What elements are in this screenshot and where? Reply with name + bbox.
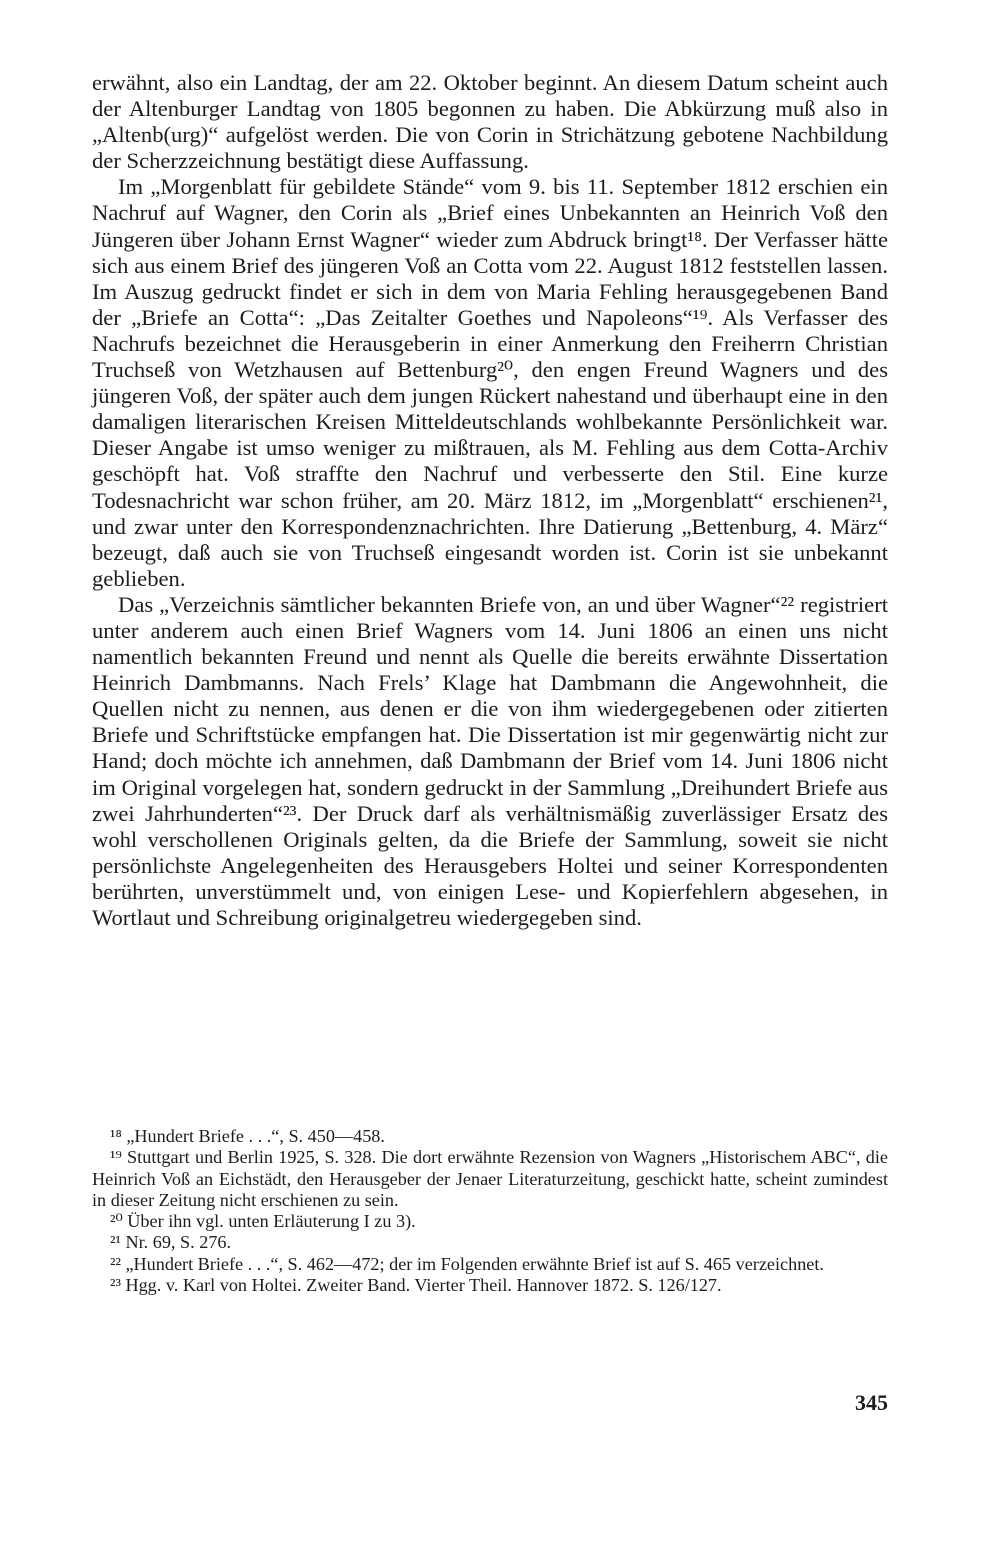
footnotes [92,1126,888,1296]
footnote-21: ²¹ Nr. 69, S. 276. [110,1232,232,1253]
body-text [92,70,888,931]
footnote-18: ¹⁸ „Hundert Briefe . . .“, S. 450—458. [110,1126,385,1146]
paragraph: Das „Verzeichnis sämtlicher bekannten Briefe von, an und über Wagner“²² registriert unter anderem auch einen Brief Wagners vom 14. Juni 1806 an einen uns nicht namentlich bekannten Freund und nennt als Quelle die bereits erwähnte Dissertation Heinrich Dambmanns. Nach Frels’ Klage hat Dambmann die Angewohnheit, die Quellen nicht zu nennen, aus denen er die von ihm wiedergegebenen oder zitierten Briefe und Schriftstücke empfangen hat. Die Dissertation ist mir gegenwärtig nicht zur Hand; doch möchte ich annehmen, daß Dambmann der Brief vom 14. Juni 1806 nicht im Original vorgelegen hat, sondern gedruckt in der Sammlung „Dreihundert Briefe aus zwei Jahrhunderten“²³. Der Druck darf als verhältnismäßig zuverlässiger Ersatz des wohl verschollenen Originals gelten, da die Briefe der Sammlung, soweit sie nicht persönlichste Angelegenheiten des Herausgebers Holtei und seiner Korrespondenten berührten, unverstümmelt und, von einigen Lese- und Kopierfehlern abgesehen, in Wortlaut und Schreibung originalgetreu wiedergegeben sind. [92,591,888,930]
footnote-23: ²³ Hgg. v. Karl von Holtei. Zweiter Band. Vierter Theil. Hannover 1872. S. 126/127. [110,1275,722,1296]
footnote-20: ²⁰ Über ihn vgl. unten Erläuterung I zu 3). [110,1211,416,1232]
page-number: 345 [855,1390,888,1415]
footnote-22: ²² „Hundert Briefe . . .“, S. 462—472; der im Folgenden erwähnte Brief ist auf S. 465 verzeichnet. [110,1253,824,1274]
paragraph: erwähnt, also ein Landtag, der am 22. Oktober beginnt. An diesem Datum scheint auch der Altenburger Landtag von 1805 begonnen zu haben. Die Abkürzung muß also in „Altenb(urg)“ aufgelöst werden. Die von Corin in Strichätzung gebotene Nachbildung der Scherzzeichnung bestätigt diese Auffassung. [92,70,888,174]
footnote-19: ¹⁹ Stuttgart und Berlin 1925, S. 328. Die dort erwähnte Rezension von Wagners „Historischem ABC“, die Heinrich Voß an Eichstädt, den Herausgeber der Jenaer Literaturzeitung, geschickt hatte, scheint zumindest in dieser Zeitung nicht erschienen zu sein. [92,1147,888,1210]
paragraph: Im „Morgenblatt für gebildete Stände“ vom 9. bis 11. September 1812 erschien ein Nachruf auf Wagner, den Corin als „Brief eines Unbekannten an Heinrich Voß den Jüngeren über Johann Ernst Wagner“ wieder zum Abdruck bringt¹⁸. Der Verfasser hätte sich aus einem Brief des jüngeren Voß an Cotta vom 22. August 1812 feststellen lassen. Im Auszug gedruckt findet er sich in dem von Maria Fehling herausgegebenen Band der „Briefe an Cotta“: „Das Zeitalter Goethes und Napoleons“¹⁹. Als Verfasser des Nachrufs bezeichnet die Herausgeberin in einer Anmerkung den Freiherrn Christian Truchseß von Wetzhausen auf Bettenburg²⁰, den engen Freund Wagners und des jüngeren Voß, der später auch dem jungen Rückert nahestand und überhaupt eine in den damaligen literarischen Kreisen Mitteldeutschlands wohlbekannte Persönlichkeit war. Dieser Angabe ist umso weniger zu mißtrauen, als M. Fehling aus dem Cotta-Archiv geschöpft hat. Voß straffte den Nachruf und verbesserte den Stil. Eine kurze Todesnachricht war schon früher, am 20. März 1812, im „Morgenblatt“ erschienen²¹, und zwar unter den Korrespondenznachrichten. Ihre Datierung „Bettenburg, 4. März“ bezeugt, daß auch sie von Truchseß eingesandt worden ist. Corin ist sie unbekannt geblieben. [92,174,888,591]
